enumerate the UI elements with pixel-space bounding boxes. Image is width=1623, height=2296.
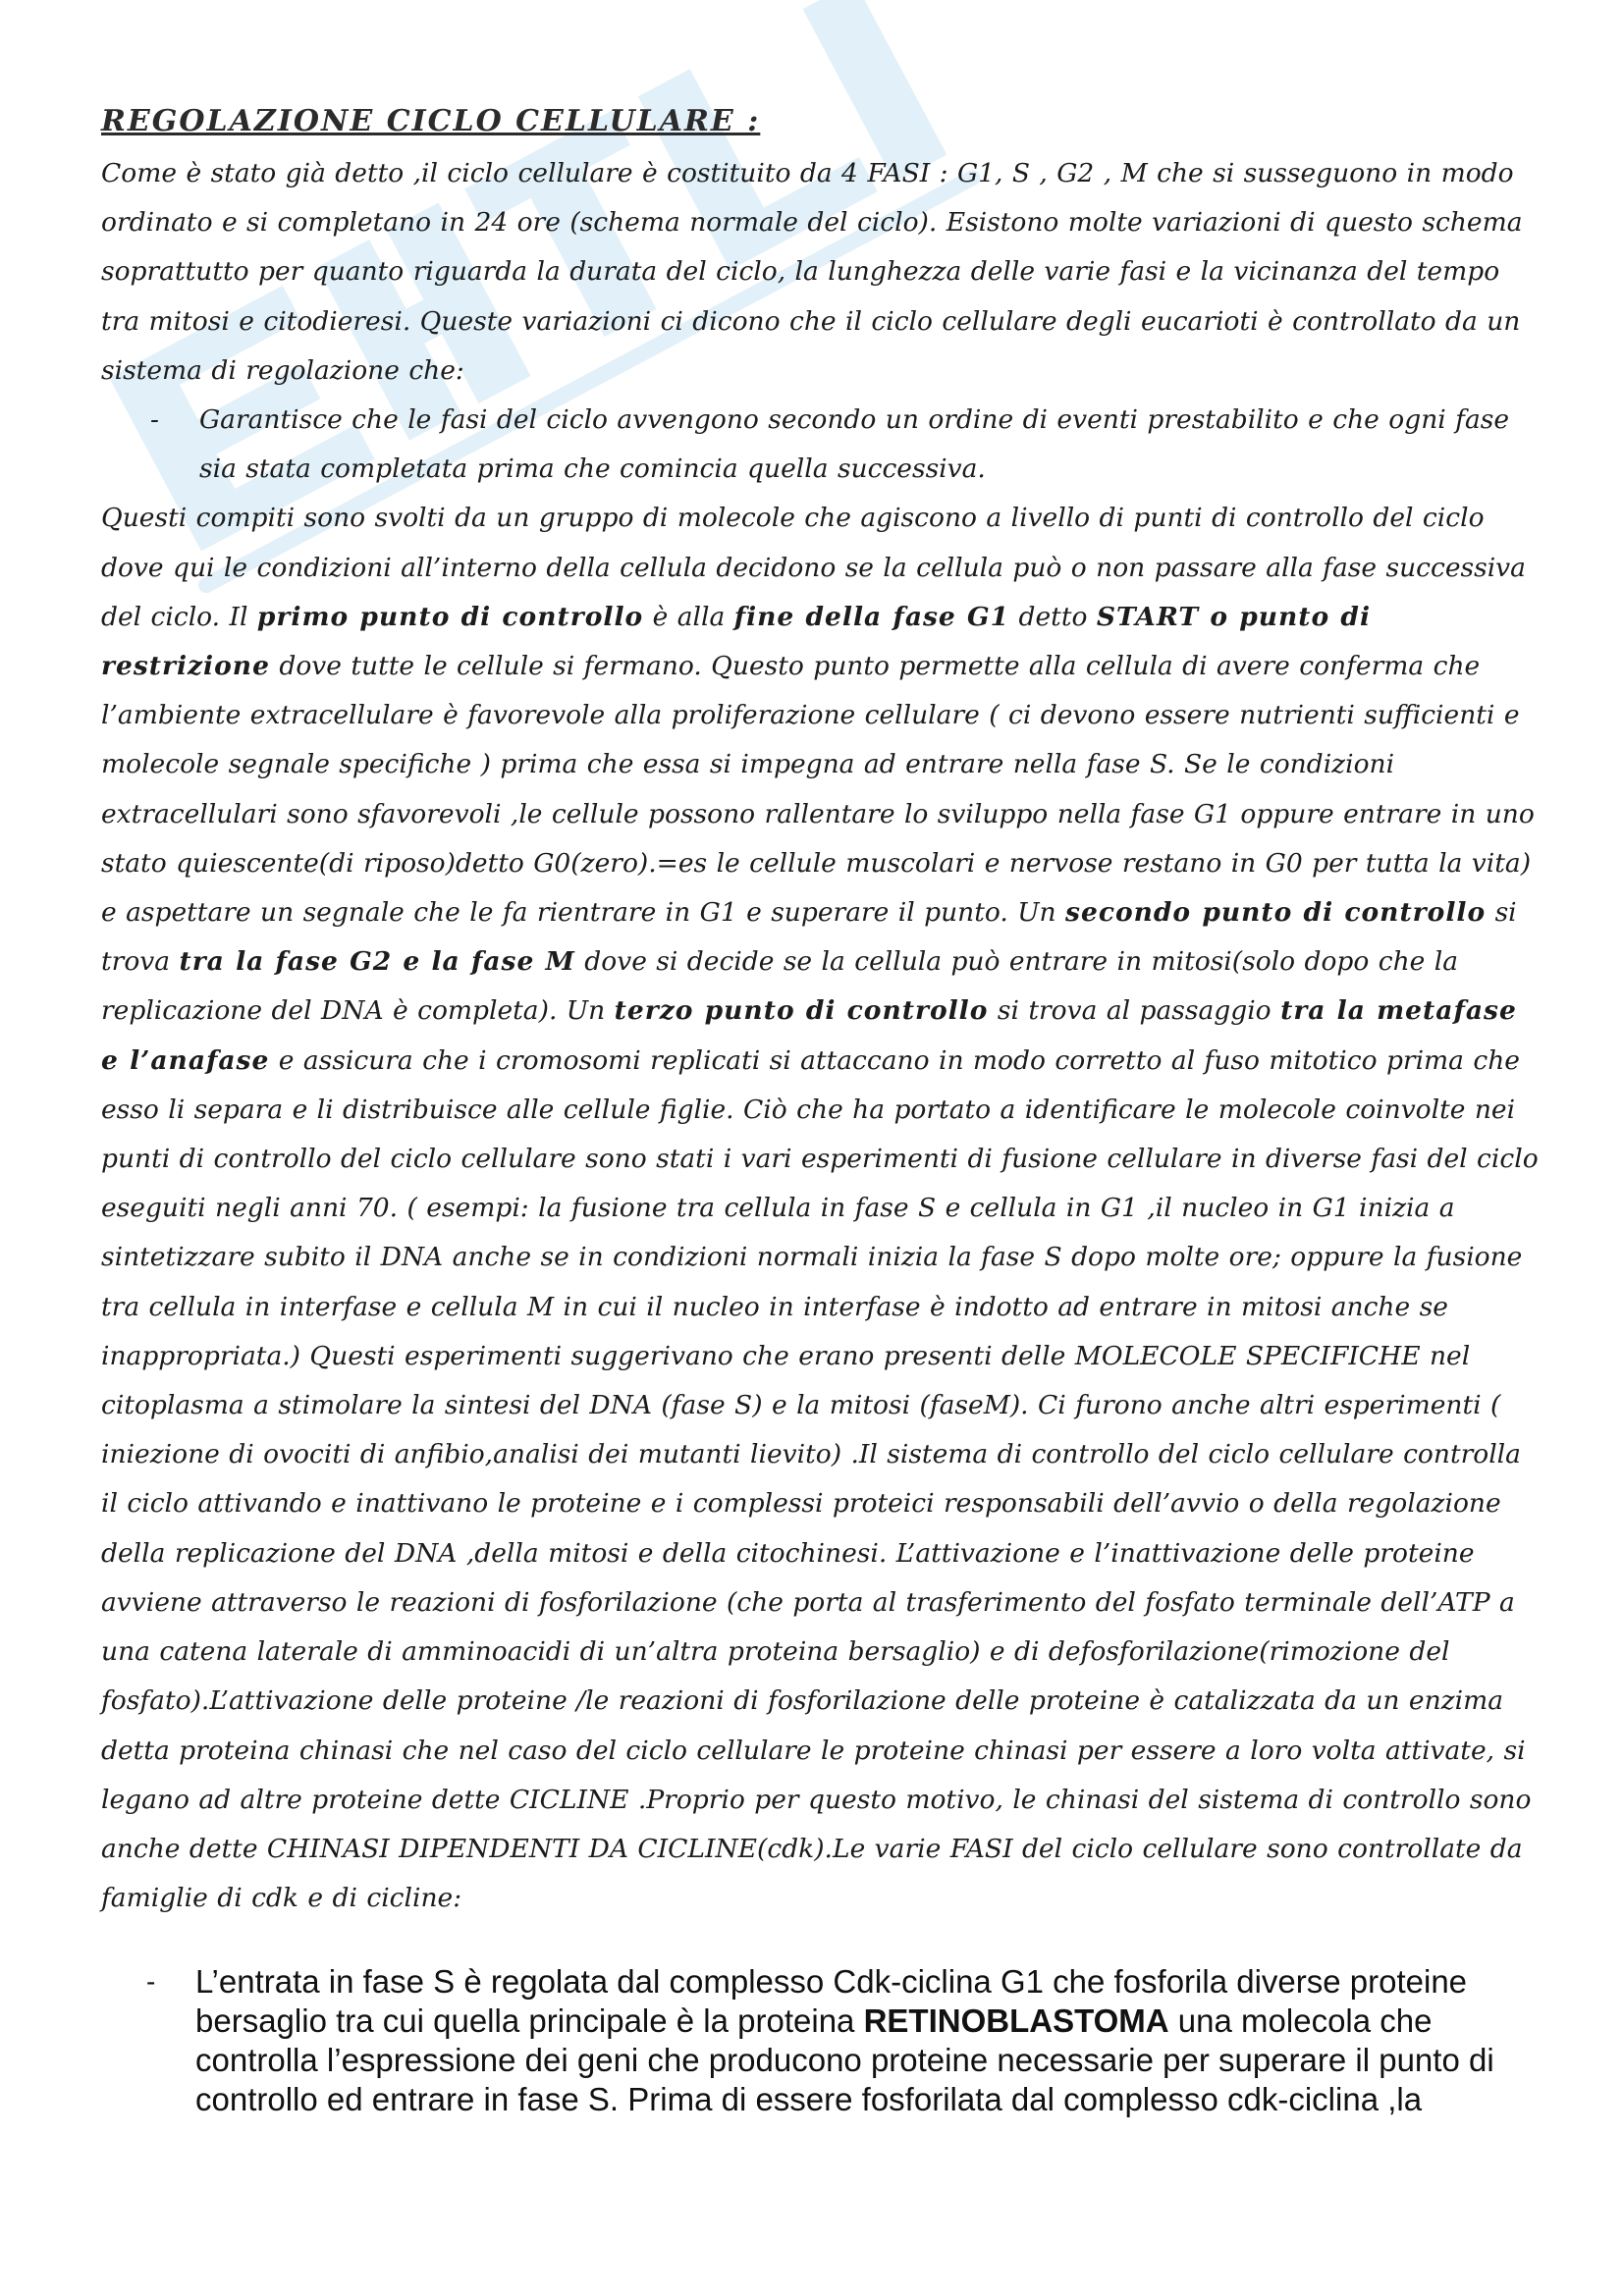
text-run: dove si decide se la cellula può entrare in mitosi(solo dopo che la replicazione del DNA è completa). Un <box>101 946 1459 1027</box>
text-run: e assicura che i cromosomi replicati si attaccano in modo corretto al fuso mitotico prima che esso li separa e li distribuisce alle cellule figlie. Ciò che ha portato a identificare le molecole coinvolte nei punti di controllo del ciclo cellulare sono stati i vari esperimenti di fusione cellulare in diverse fasi del ciclo eseguiti negli anni 70. ( esempi: la fusione tra cellula in fase S e cellula in G1 ,il nucleo in G1 inizia a sintetizzare subito il DNA anche se in condizioni normali inizia la fase S dopo molte ore; oppure la fusione tra cellula in interfase e cellula M in cui il nucleo in interfase è indotto ad entrare in mitosi anche se inappropriata.) Questi esperimenti suggerivano che erano presenti delle MOLECOLE SPECIFICHE nel citoplasma a stimolare la sintesi del DNA (fase S) e la mitosi (faseM). Ci furono anche altri esperimenti ( iniezione di ovociti di anfibio,analisi dei mutanti lievito) .Il sistema di controllo del ciclo cellulare controlla il ciclo attivando e inattivano le proteine e i complessi proteici responsabili dell’avvio o della regolazione della replicazione del DNA ,della mitosi e della citochinesi. L’attivazione e l’inattivazione delle proteine avviene attraverso le reazioni di fosforilazione (che porta al trasferimento del fosfato terminale dell’ATP a una catena laterale di amminoacidi di un’altra proteina bersaglio) e di defosforilazione(rimozione del fosfato).L’attivazione delle proteine /le reazioni di fosforilazione delle proteine è catalizzata da un enzima detta proteina chinasi che nel caso del ciclo cellulare le proteine chinasi per essere a loro volta attivate, si legano ad altre proteine dette CICLINE .Proprio per questo motivo, le chinasi del sistema di controllo sono anche dette CHINASI DIPENDENTI DA CICLINE(cdk).Le varie FASI del ciclo cellulare sono controllate da famiglie di cdk e di cicline: <box>101 1044 1539 1914</box>
emphasis-retinoblastoma: RETINOBLASTOMA <box>863 2002 1169 2040</box>
emphasis-secondo-punto: secondo punto di controllo <box>1065 897 1487 929</box>
emphasis-primo-punto: primo punto di controllo <box>256 601 644 632</box>
list-item-text: Garantisce che le fasi del ciclo avvengono secondo un ordine di eventi prestabilito e che ogni fase sia stata completata prima che comincia quella successiva. <box>199 404 1510 485</box>
emphasis-g2-m: tra la fase G2 e la fase M <box>179 946 575 978</box>
list-item-entrata-fase-s <box>101 1962 1544 2119</box>
text-run: Questi compiti sono svolti da un gruppo di molecole che agiscono a livello di punti di controllo del ciclo dove qui le condizioni all’interno della cellula decidono se la cellula può o non passare alla fase successiva del ciclo. Il <box>101 503 1526 632</box>
emphasis-metafase-anafase: tra la metafase e l’anafase <box>101 995 1517 1076</box>
list-item-garantisce <box>101 396 1544 494</box>
text-run: si trova al passaggio <box>988 995 1281 1027</box>
document-content <box>101 102 1544 2119</box>
checkpoints-paragraph <box>101 494 1544 1923</box>
text-run: detto <box>1009 601 1097 632</box>
list-dash: - <box>150 404 159 436</box>
text-run: una molecola che controlla l’espressione dei geni che producono proteine necessarie per superare il punto di controllo ed entrare in fase S. Prima di essere fosforilata dal complesso cdk-ciclina ,la <box>195 2002 1494 2118</box>
text-run: L’entrata in fase S è regolata dal complesso Cdk-ciclina G1 che fosforila diverse proteine bersaglio tra cui quella principale è la proteina <box>195 1963 1468 2040</box>
intro-paragraph: Come è stato già detto ,il ciclo cellulare è costituito da 4 FASI : G1, S , G2 , M che si susseguono in modo ordinato e si completano in 24 ore (schema normale del ciclo). Esistono molte variazioni di questo schema soprattutto per quanto riguarda la durata del ciclo, la lunghezza delle varie fasi e la vicinanza del tempo tra mitosi e citodieresi. Queste variazioni ci dicono che il ciclo cellulare degli eucarioti è controllato da un sistema di regolazione che: <box>101 158 1523 386</box>
list-dash: - <box>146 1966 156 1998</box>
text-run: dove tutte le cellule si fermano. Questo punto permette alla cellula di avere conferma che l’ambiente extracellulare è favorevole alla proliferazione cellulare ( ci devono essere nutrienti sufficienti e molecole segnale specifiche ) prima che essa si impegna ad entrare nella fase S. Se le condizioni extracellulari sono sfavorevoli ,le cellule possono rallentare lo sviluppo nella fase G1 oppure entrare in uno stato quiescente(di riposo)detto G0(zero).=es le cellule muscolari e nervose restano in G0 per tutta la vita) e aspettare un segnale che le fa rientrare in G1 e superare il punto. Un <box>101 651 1535 929</box>
emphasis-terzo-punto: terzo punto di controllo <box>614 995 989 1027</box>
text-run: è alla <box>643 601 734 632</box>
document-title: REGOLAZIONE CICLO CELLULARE : <box>101 104 761 138</box>
emphasis-start: START o punto di restrizione <box>101 601 1372 682</box>
emphasis-fine-fase-g1: fine della fase G1 <box>733 601 1010 632</box>
text-run: si trova <box>101 897 1517 978</box>
